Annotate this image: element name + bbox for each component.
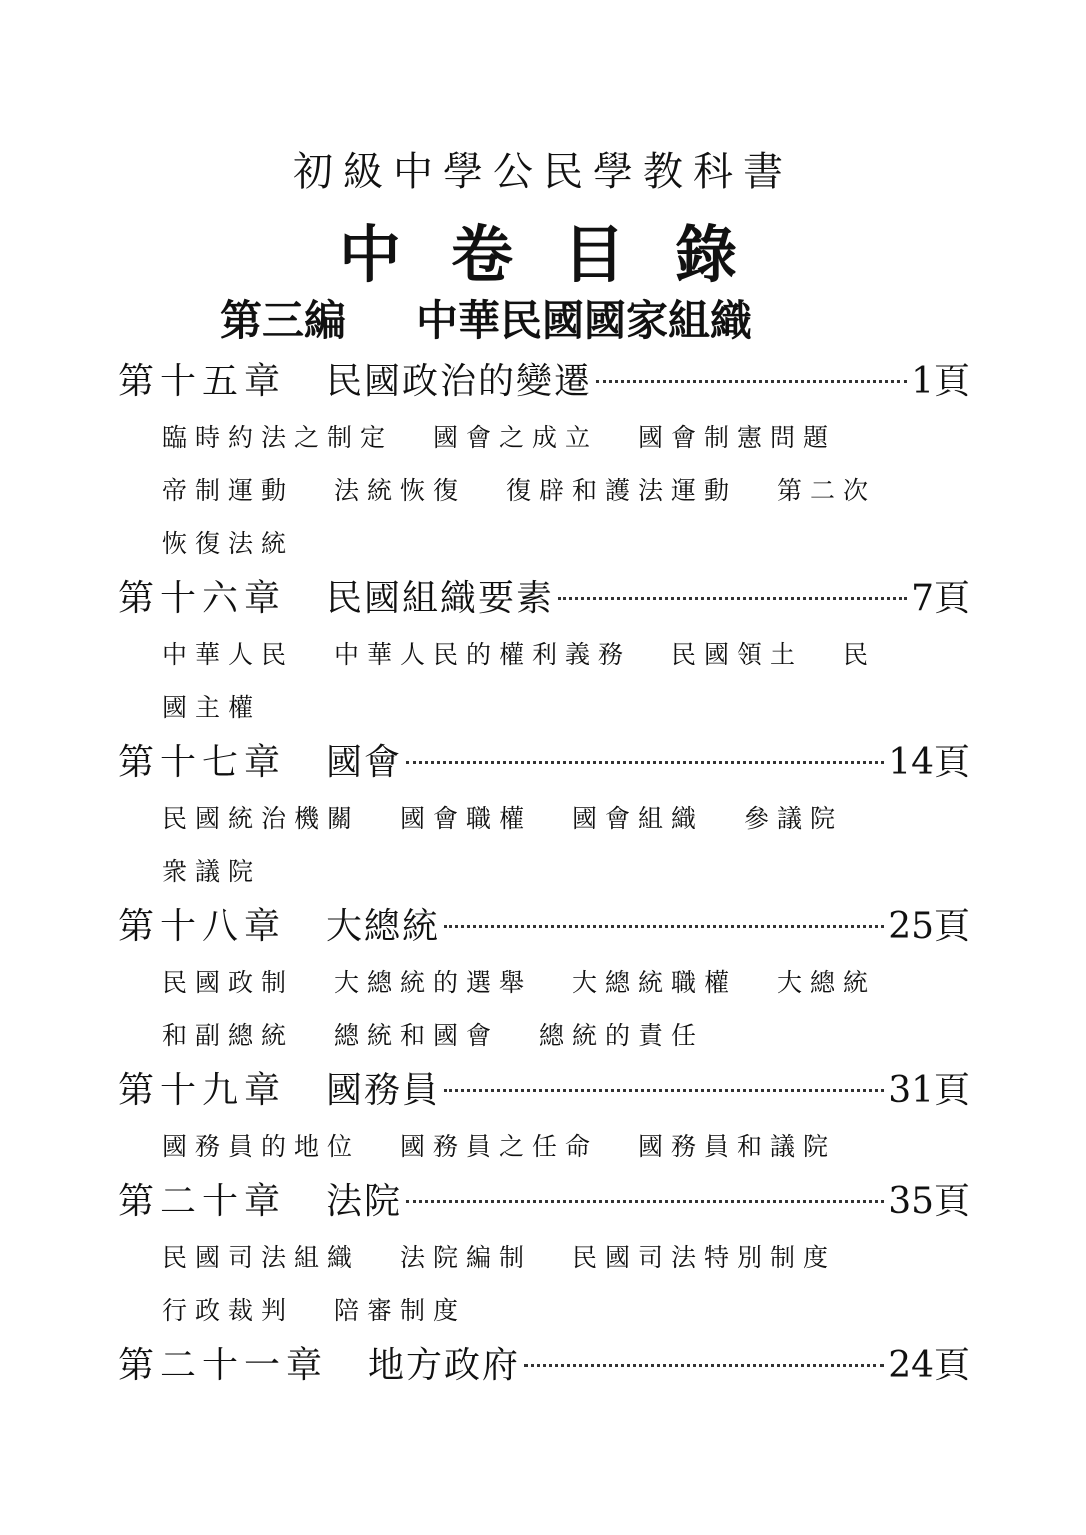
section-topic: 第二次 bbox=[777, 476, 877, 505]
toc-chapter-entry[interactable] bbox=[118, 734, 970, 792]
toc-chapter-entry[interactable] bbox=[118, 353, 970, 411]
chapter-number: 第十六章 bbox=[118, 578, 287, 619]
section-topic: 大總統職權 bbox=[572, 968, 738, 997]
section-topic: 國會職權 bbox=[400, 804, 533, 833]
section-topic: 中華人民 bbox=[162, 640, 295, 669]
chapter-number: 第十九章 bbox=[118, 1070, 287, 1111]
chapter-number: 第十五章 bbox=[118, 361, 287, 402]
part-heading bbox=[220, 288, 752, 348]
section-topic: 民國領土 bbox=[671, 640, 804, 669]
chapter-name: 國務員 bbox=[326, 1070, 441, 1111]
section-topic: 民國司法組織 bbox=[162, 1243, 361, 1272]
chapter-page: 24頁 bbox=[888, 1345, 970, 1386]
topic-line bbox=[118, 792, 970, 845]
dot-leader bbox=[558, 597, 907, 600]
topic-line bbox=[118, 845, 970, 898]
chapter-page: 25頁 bbox=[888, 906, 970, 947]
chapter-page: 14頁 bbox=[888, 742, 970, 783]
toc-chapter-entry[interactable] bbox=[118, 570, 970, 628]
section-topic: 國主權 bbox=[162, 693, 262, 722]
part-number: 第三編 bbox=[220, 296, 347, 345]
section-topic: 民國司法特別制度 bbox=[572, 1243, 837, 1272]
dot-leader bbox=[406, 761, 884, 764]
series-title: 初級中學公民學教科書 bbox=[293, 149, 793, 195]
section-topic: 行政裁判 bbox=[162, 1296, 295, 1325]
volume-title: 中卷目錄 bbox=[338, 218, 787, 291]
chapter-page: 1頁 bbox=[911, 361, 970, 402]
chapter-page: 31頁 bbox=[888, 1070, 970, 1111]
chapter-number: 第二十一章 bbox=[118, 1345, 329, 1386]
table-of-contents bbox=[118, 353, 970, 1395]
section-topic: 中華人民的權利義務 bbox=[334, 640, 632, 669]
chapter-page: 35頁 bbox=[888, 1181, 970, 1222]
chapter-name: 民國政治的變遷 bbox=[326, 361, 593, 402]
topic-line bbox=[118, 411, 970, 464]
section-topic: 國務員之任命 bbox=[400, 1132, 599, 1161]
section-topic: 臨時約法之制定 bbox=[162, 423, 394, 452]
chapter-name: 國會 bbox=[326, 742, 403, 783]
toc-chapter-entry[interactable] bbox=[118, 1173, 970, 1231]
toc-chapter-entry[interactable] bbox=[118, 898, 970, 956]
section-topic: 帝制運動 bbox=[162, 476, 295, 505]
section-topic: 國務員和議院 bbox=[638, 1132, 837, 1161]
topic-line bbox=[118, 517, 970, 570]
section-topic: 法統恢復 bbox=[334, 476, 467, 505]
section-topic: 陪審制度 bbox=[334, 1296, 467, 1325]
section-topic: 衆議院 bbox=[162, 857, 262, 886]
section-topic: 總統的責任 bbox=[539, 1021, 705, 1050]
chapter-page: 7頁 bbox=[911, 578, 970, 619]
section-topic: 大總統的選舉 bbox=[334, 968, 533, 997]
topic-line bbox=[118, 1009, 970, 1062]
topic-line bbox=[118, 1231, 970, 1284]
topic-line bbox=[118, 1120, 970, 1173]
chapter-number: 第十七章 bbox=[118, 742, 287, 783]
section-topic: 和副總統 bbox=[162, 1021, 295, 1050]
dot-leader bbox=[444, 1089, 884, 1092]
section-topic: 國會制憲問題 bbox=[638, 423, 837, 452]
section-topic: 恢復法統 bbox=[162, 529, 295, 558]
section-topic: 民國政制 bbox=[162, 968, 295, 997]
dot-leader bbox=[524, 1364, 884, 1367]
toc-chapter-entry[interactable] bbox=[118, 1062, 970, 1120]
dot-leader bbox=[406, 1200, 884, 1203]
section-topic: 國會組織 bbox=[572, 804, 705, 833]
part-name: 中華民國國家組織 bbox=[416, 296, 753, 345]
section-topic: 總統和國會 bbox=[334, 1021, 500, 1050]
dot-leader bbox=[596, 380, 907, 383]
chapter-number: 第二十章 bbox=[118, 1181, 287, 1222]
topic-line bbox=[118, 956, 970, 1009]
topic-line bbox=[118, 681, 970, 734]
dot-leader bbox=[444, 925, 884, 928]
chapter-name: 法院 bbox=[326, 1181, 403, 1222]
section-topic: 法院編制 bbox=[400, 1243, 533, 1272]
toc-chapter-entry[interactable] bbox=[118, 1337, 970, 1395]
section-topic: 國務員的地位 bbox=[162, 1132, 361, 1161]
chapter-number: 第十八章 bbox=[118, 906, 287, 947]
section-topic: 民 bbox=[843, 640, 877, 669]
section-topic: 參議院 bbox=[744, 804, 844, 833]
chapter-name: 民國組織要素 bbox=[326, 578, 555, 619]
topic-line bbox=[118, 464, 970, 517]
section-topic: 復辟和護法運動 bbox=[506, 476, 738, 505]
section-topic: 大總統 bbox=[777, 968, 877, 997]
chapter-name: 地方政府 bbox=[368, 1345, 521, 1386]
topic-line bbox=[118, 1284, 970, 1337]
section-topic: 民國統治機關 bbox=[162, 804, 361, 833]
chapter-name: 大總統 bbox=[326, 906, 441, 947]
topic-line bbox=[118, 628, 970, 681]
section-topic: 國會之成立 bbox=[433, 423, 599, 452]
